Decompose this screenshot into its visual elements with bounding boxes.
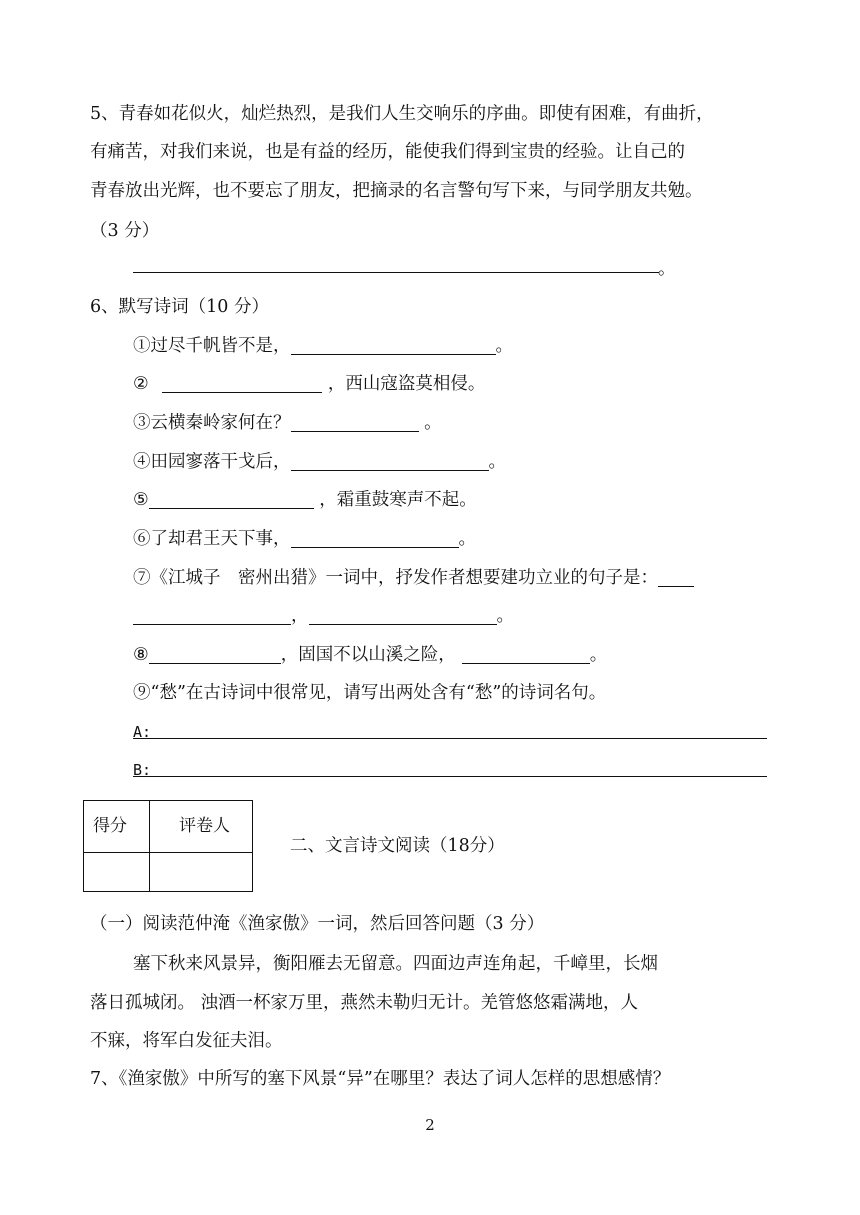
q5-line-2: 有痛苦，对我们来说，也是有益的经历，能使我们得到宝贵的经验。让自己的: [90, 142, 685, 162]
answer-blank[interactable]: [658, 568, 694, 587]
q5-line-3: 青春放出光辉，也不要忘了朋友，把摘录的名言警句写下来，与同学朋友共勉。: [90, 181, 703, 201]
poem-line-2: 落日孤城闭。 浊酒一杯家万里，燕然未勒归无计。羌管悠悠霜满地，人: [90, 993, 639, 1013]
q6-item-9-blank-a[interactable]: [133, 738, 767, 739]
answer-blank[interactable]: [462, 645, 590, 664]
q6-item-6: ⑥了却君王天下事， 。: [133, 529, 476, 549]
answer-blank[interactable]: [133, 606, 291, 625]
part-1-title: （一）阅读范仲淹《渔家傲》一词，然后回答问题（3 分）: [90, 914, 545, 934]
q6-title: 6、默写诗词（10 分）: [90, 297, 269, 317]
score-label: 得分: [84, 801, 150, 853]
q6-item-8: ⑧ ，固国不以山溪之险， 。: [133, 645, 608, 665]
q6-item-4: ④田园寥落干戈后， 。: [133, 452, 506, 472]
q5-score: （3 分）: [90, 221, 160, 241]
answer-blank[interactable]: [291, 529, 459, 548]
q5-end-mark: 。: [658, 259, 676, 279]
grader-label: 评卷人: [150, 801, 253, 853]
q6-item-7: ⑦《江城子 密州出猎》一词中，抒发作者想要建功立业的句子是：: [133, 567, 694, 589]
answer-blank[interactable]: [162, 374, 322, 393]
q5-line-1: 5、青春如花似火，灿烂热烈，是我们人生交响乐的序曲。即使有困难，有曲折，: [90, 104, 714, 124]
grader-cell[interactable]: [150, 853, 253, 892]
q5-answer-blank[interactable]: [133, 272, 659, 273]
q6-item-1: ①过尽千帆皆不是， 。: [133, 336, 513, 356]
section-2-title: 二、文言诗文阅读（18分）: [290, 836, 505, 856]
q6-item-9-label-b: B:: [133, 761, 152, 779]
answer-blank[interactable]: [291, 336, 496, 355]
q6-item-9-blank-b[interactable]: [133, 776, 767, 777]
q6-item-5: ⑤ ，霜重鼓寒声不起。: [133, 490, 477, 510]
answer-blank[interactable]: [309, 606, 497, 625]
answer-blank[interactable]: [291, 452, 489, 471]
poem-line-1: 塞下秋来风景异，衡阳雁去无留意。四面边声连角起，千嶂里，长烟: [133, 954, 658, 974]
score-table: [83, 800, 253, 892]
page-number: 2: [425, 1116, 435, 1134]
q6-item-9-label-a: A:: [133, 723, 152, 741]
q6-item-2: ② ，西山寇盗莫相侵。: [133, 374, 486, 394]
answer-blank[interactable]: [149, 490, 314, 509]
q6-item-9: ⑨“愁”在古诗词中很常见，请写出两处含有“愁”的诗词名句。: [133, 683, 607, 703]
answer-blank[interactable]: [149, 645, 281, 664]
q7-text: 7、《渔家傲》中所写的塞下风景“异”在哪里？表达了词人怎样的思想感情？: [90, 1069, 671, 1089]
q6-item-3: ③云横秦岭家何在？ 。: [133, 413, 442, 433]
q6-item-7-cont: ， 。: [133, 605, 514, 627]
score-cell[interactable]: [84, 853, 150, 892]
poem-line-3: 不寐，将军白发征夫泪。: [90, 1031, 283, 1051]
answer-blank[interactable]: [291, 413, 419, 432]
